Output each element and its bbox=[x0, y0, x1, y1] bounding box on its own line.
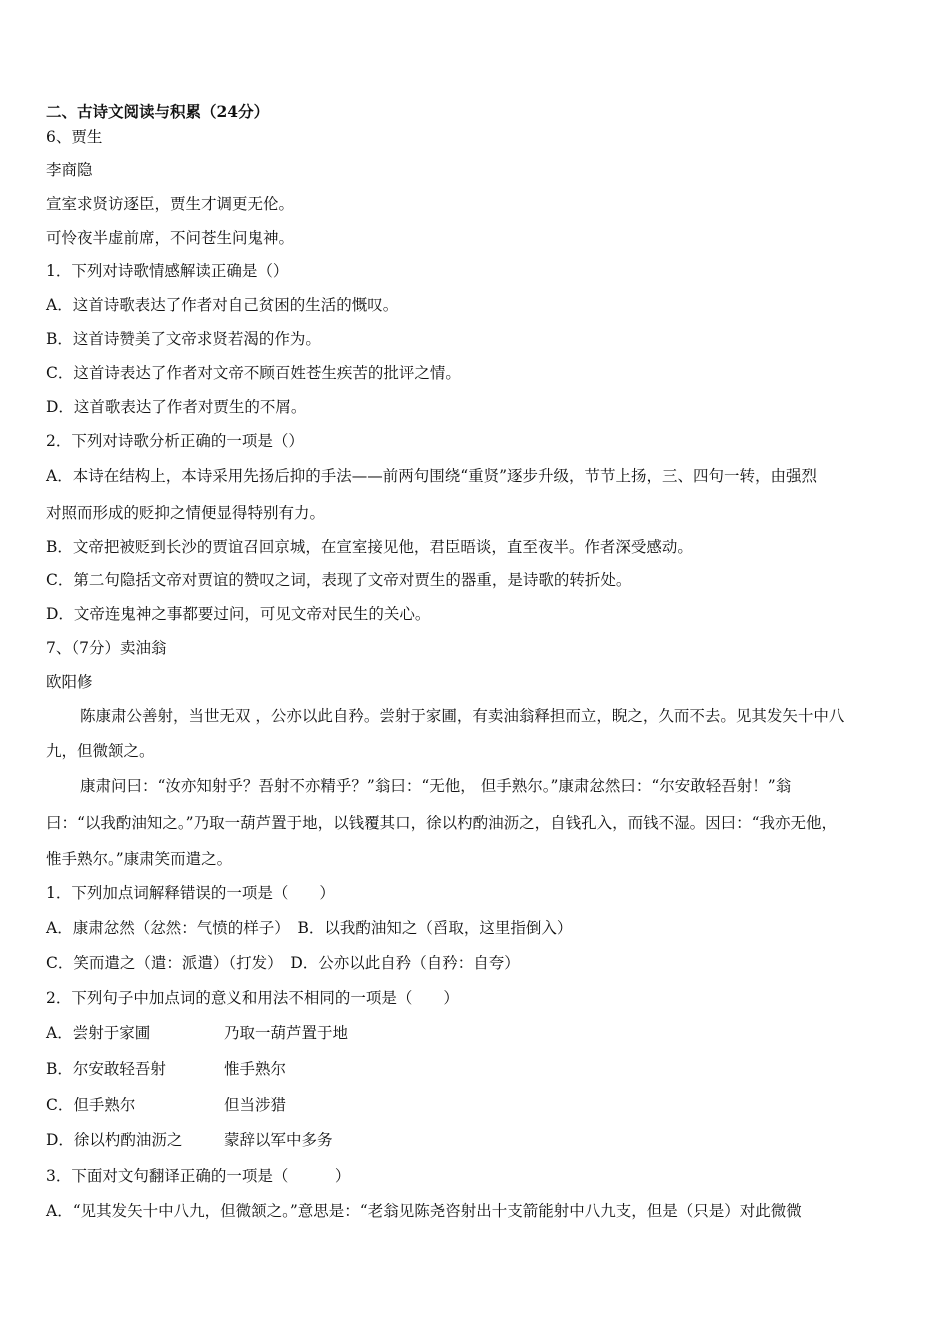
q7-author: 欧阳修 bbox=[46, 673, 93, 691]
poem-line-2: 可怜夜半虚前席，不问苍生问鬼神。 bbox=[46, 229, 295, 247]
q7-para2-line1: 康肃问曰：“汝亦知射乎？吾射不亦精乎？”翁曰：“无他， 但手熟尔。”康肃忿然曰：“尔安敢轻吾射！”翁 bbox=[80, 777, 792, 795]
q7-sub3-option-a-line1: A．“见其发矢十中八九，但微颔之。”意思是：“老翁见陈尧咨射出十支箭能射中八九支，但是（只是）对此微微 bbox=[46, 1202, 802, 1220]
q6-sub1-option-c: C．这首诗表达了作者对文帝不顾百姓苍生疾苦的批评之情。 bbox=[46, 364, 461, 382]
q7-sub2-option-a bbox=[46, 1023, 910, 1043]
q7-sub2-option-b-right: 惟手熟尔 bbox=[224, 1060, 287, 1078]
q7-sub2-option-a-right: 乃取一葫芦置于地 bbox=[224, 1024, 349, 1042]
q6-sub2-option-a-line1: A．本诗在结构上，本诗采用先扬后抑的手法——前两句围绕“重贤”逐步升级，节节上扬，三、四句一转，由强烈 bbox=[46, 467, 818, 485]
q7-para1-line1: 陈康肃公善射，当世无双 ，公亦以此自矜。尝射于家圃，有卖油翁释担而立，睨之，久而不去。见其发矢十中八 bbox=[80, 707, 845, 725]
q7-sub2-option-b bbox=[46, 1059, 910, 1079]
q6-sub1-option-d: D．这首歌表达了作者对贾生的不屑。 bbox=[46, 398, 307, 416]
q7-sub2-option-b-left: B．尔安敢轻吾射 bbox=[46, 1060, 166, 1078]
q7-sub2-option-d-right: 蒙辞以军中多务 bbox=[224, 1131, 333, 1149]
q7-title: 7、（7分）卖油翁 bbox=[46, 639, 167, 657]
q7-sub2-option-c bbox=[46, 1095, 910, 1115]
q6-sub1-option-b: B．这首诗赞美了文帝求贤若渴的作为。 bbox=[46, 330, 321, 348]
q6-title: 6、贾生 bbox=[46, 128, 103, 146]
q7-para2-line3: 惟手熟尔。”康肃笑而遣之。 bbox=[46, 850, 233, 868]
q7-sub2-stem: 2．下列句子中加点词的意义和用法不相同的一项是（ ） bbox=[46, 989, 459, 1007]
q7-sub1-options-ab: A．康肃忿然（忿然：气愤的样子） B．以我酌油知之（舀取，这里指倒入） bbox=[46, 919, 573, 937]
q7-sub1-options-cd: C．笑而遣之（遣：派遣）（打发） D．公亦以此自矜（自矜：自夸） bbox=[46, 954, 520, 972]
q7-para2-line2: 曰：“以我酌油知之。”乃取一葫芦置于地，以钱覆其口，徐以杓酌油沥之，自钱孔入，而钱不湿。因曰：“我亦无他， bbox=[46, 814, 838, 832]
q6-sub2-stem: 2．下列对诗歌分析正确的一项是（） bbox=[46, 432, 304, 450]
q6-sub2-option-d: D．文帝连鬼神之事都要过问，可见文帝对民生的关心。 bbox=[46, 605, 431, 623]
q6-sub2-option-c: C．第二句隐括文帝对贾谊的赞叹之词，表现了文帝对贾生的器重，是诗歌的转折处。 bbox=[46, 571, 632, 589]
poem-line-1: 宣室求贤访逐臣，贾生才调更无伦。 bbox=[46, 195, 295, 213]
q6-author: 李商隐 bbox=[46, 161, 93, 179]
q7-sub1-stem: 1．下列加点词解释错误的一项是（ ） bbox=[46, 884, 335, 902]
q7-sub2-option-d-left: D．徐以杓酌油沥之 bbox=[46, 1131, 183, 1149]
q6-sub2-option-b: B．文帝把被贬到长沙的贾谊召回京城，在宣室接见他，君臣晤谈，直至夜半。作者深受感动。 bbox=[46, 538, 693, 556]
q6-sub1-stem: 1．下列对诗歌情感解读正确是（） bbox=[46, 262, 289, 280]
q6-sub1-option-a: A．这首诗歌表达了作者对自己贫困的生活的慨叹。 bbox=[46, 296, 399, 314]
q7-sub2-option-c-left: C．但手熟尔 bbox=[46, 1096, 136, 1114]
q7-sub3-stem: 3．下面对文句翻译正确的一项是（ ） bbox=[46, 1167, 351, 1185]
q7-sub2-option-c-right: 但当涉猎 bbox=[224, 1096, 287, 1114]
q7-para1-line2: 九，但微颔之。 bbox=[46, 742, 155, 760]
section-heading: 二、古诗文阅读与积累（24分） bbox=[46, 102, 270, 121]
q6-sub2-option-a-line2: 对照而形成的贬抑之情便显得特别有力。 bbox=[46, 504, 326, 522]
q7-sub2-option-a-left: A．尝射于家圃 bbox=[46, 1024, 151, 1042]
q7-sub2-option-d bbox=[46, 1130, 910, 1150]
